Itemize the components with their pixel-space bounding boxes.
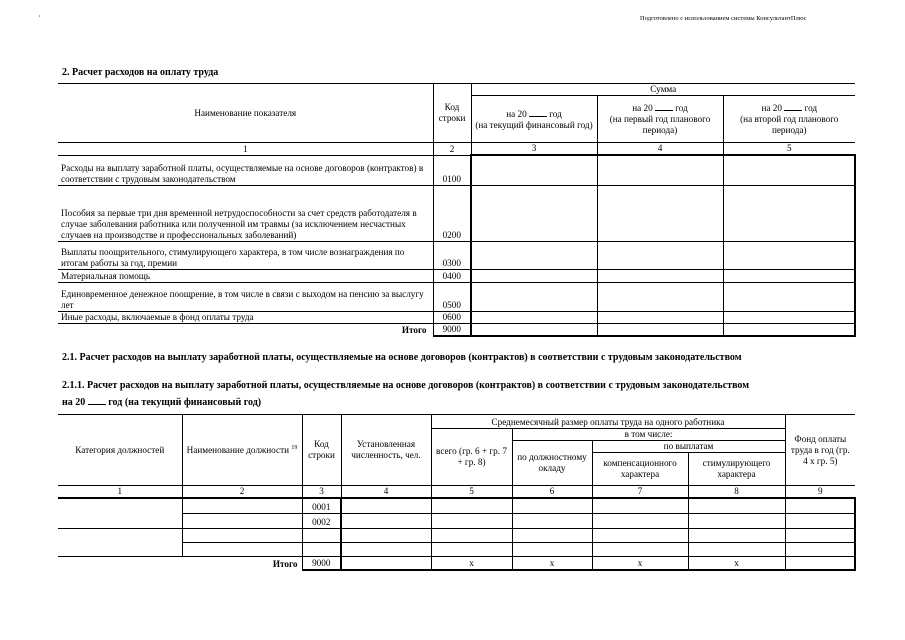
- value-cell[interactable]: [785, 513, 855, 528]
- value-cell[interactable]: [597, 311, 723, 323]
- corner-mark: ·: [38, 12, 41, 21]
- value-cell[interactable]: [688, 528, 785, 542]
- value-cell[interactable]: [341, 513, 431, 528]
- code-cell[interactable]: [302, 528, 341, 542]
- value-cell[interactable]: [431, 542, 512, 556]
- col-num: 5: [431, 486, 512, 499]
- value-cell[interactable]: [471, 311, 597, 323]
- col-num: 3: [302, 486, 341, 499]
- value-cell[interactable]: [512, 542, 592, 556]
- value-cell[interactable]: [723, 241, 855, 269]
- value-cell[interactable]: [471, 241, 597, 269]
- value-cell[interactable]: [597, 241, 723, 269]
- total-value-cell[interactable]: [785, 556, 855, 570]
- col-header-salary: по должностному окладу: [512, 441, 592, 486]
- section-2-1-1-title: 2.1.1. Расчет расходов на выплату заработной платы, осуществляемые на основе договоров (контрактов) в соответствии с трудовым законодательством: [62, 380, 750, 391]
- value-cell[interactable]: [592, 513, 688, 528]
- total-label: Итого: [401, 325, 427, 335]
- row-name: Материальная помощь: [58, 269, 433, 282]
- row-code: 0400: [433, 269, 471, 282]
- value-cell[interactable]: [341, 542, 431, 556]
- total-code: 9000: [433, 323, 471, 336]
- value-cell[interactable]: [592, 542, 688, 556]
- row-code: 0001: [302, 498, 341, 513]
- section-2-1-1-subtitle: на 20 год (на текущий финансовый год): [62, 397, 262, 408]
- value-cell[interactable]: [471, 185, 597, 241]
- value-cell[interactable]: [723, 185, 855, 241]
- col-num: 1: [58, 143, 433, 156]
- total-label: Итого: [272, 559, 298, 569]
- col-header-stimulus: стимулирующего характера: [688, 453, 785, 486]
- row-code: 0500: [433, 282, 471, 311]
- value-cell[interactable]: [688, 542, 785, 556]
- col-header-name: Наименование показателя: [58, 84, 433, 143]
- col-header-year-plan1: на 20 год (на первый год планового периода): [597, 96, 723, 143]
- position-cell[interactable]: [182, 528, 302, 542]
- col-header-code: Код строки: [433, 84, 471, 143]
- salary-calc-table: [58, 414, 856, 571]
- col-num: 2: [182, 486, 302, 499]
- position-cell[interactable]: [182, 513, 302, 528]
- total-code: 9000: [302, 556, 341, 570]
- col-header-code: Код строки: [302, 415, 341, 486]
- value-cell[interactable]: [512, 498, 592, 513]
- col-header-including: в том числе:: [512, 429, 785, 441]
- row-code: 0100: [433, 155, 471, 185]
- value-cell[interactable]: [431, 498, 512, 513]
- value-cell[interactable]: [471, 282, 597, 311]
- col-header-year-plan2: на 20 год (на второй год планового периода): [723, 96, 855, 143]
- col-header-total: всего (гр. 6 + гр. 7 + гр. 8): [431, 429, 512, 486]
- value-cell[interactable]: [723, 311, 855, 323]
- value-cell[interactable]: [341, 498, 431, 513]
- row-code: 0200: [433, 185, 471, 241]
- position-cell[interactable]: [182, 498, 302, 513]
- col-header-payments: по выплатам: [592, 441, 785, 453]
- total-value-cell[interactable]: [471, 323, 597, 336]
- col-header-compensation: компенсационного характера: [592, 453, 688, 486]
- value-cell[interactable]: [723, 282, 855, 311]
- value-cell[interactable]: [431, 513, 512, 528]
- blank: [58, 556, 182, 570]
- value-cell[interactable]: [597, 282, 723, 311]
- row-name: Иные расходы, включаемые в фонд оплаты труда: [58, 311, 433, 323]
- value-cell[interactable]: [592, 498, 688, 513]
- total-x: x: [592, 556, 688, 570]
- value-cell[interactable]: [785, 542, 855, 556]
- col-num: 5: [723, 143, 855, 156]
- value-cell[interactable]: [597, 155, 723, 185]
- col-num: 4: [341, 486, 431, 499]
- total-x: x: [688, 556, 785, 570]
- value-cell[interactable]: [785, 498, 855, 513]
- total-x: x: [431, 556, 512, 570]
- total-x: x: [512, 556, 592, 570]
- col-header-avg-pay: Среднемесячный размер оплаты труда на одного работника: [431, 415, 785, 429]
- value-cell[interactable]: [723, 155, 855, 185]
- col-header-position: Наименование должности $^{19}$: [182, 415, 302, 486]
- value-cell[interactable]: [592, 528, 688, 542]
- col-num: 7: [592, 486, 688, 499]
- value-cell[interactable]: [597, 269, 723, 282]
- col-header-sum: Сумма: [471, 84, 855, 96]
- col-num: 3: [471, 143, 597, 156]
- value-cell[interactable]: [688, 513, 785, 528]
- total-value-cell[interactable]: [723, 323, 855, 336]
- row-code: 0600: [433, 311, 471, 323]
- col-header-year-current: на 20 год (на текущий финансовый год): [471, 96, 597, 143]
- value-cell[interactable]: [597, 185, 723, 241]
- row-name: Единовременное денежное поощрение, в том числе в связи с выходом на пенсию за выслугу лет: [58, 282, 433, 311]
- value-cell[interactable]: [723, 269, 855, 282]
- col-num: 9: [785, 486, 855, 499]
- header-note: Подготовлено с использованием системы КонсультантПлюс: [640, 15, 807, 22]
- col-num: 4: [597, 143, 723, 156]
- value-cell[interactable]: [688, 498, 785, 513]
- total-value-cell[interactable]: [597, 323, 723, 336]
- row-name: Пособия за первые три дня временной нетрудоспособности за счет средств работодателя в случае заболевания работника или полученной им травмы (за исключением несчастных случаев на производстве и профессиональных заболеваний): [58, 185, 433, 241]
- value-cell[interactable]: [512, 513, 592, 528]
- value-cell[interactable]: [431, 528, 512, 542]
- row-name: Выплаты поощрительного, стимулирующего характера, в том числе вознаграждения по итогам работы за год, премии: [58, 241, 433, 269]
- category-cell[interactable]: [58, 528, 182, 556]
- col-num: 6: [512, 486, 592, 499]
- code-cell[interactable]: [302, 542, 341, 556]
- section-2-1-title: 2.1. Расчет расходов на выплату заработной платы, осуществляемые на основе договоров (контрактов) в соответствии с трудовым законодательством: [62, 352, 742, 363]
- col-num: 1: [58, 486, 182, 499]
- section-2-title: 2. Расчет расходов на оплату труда: [62, 67, 219, 78]
- row-code: 0002: [302, 513, 341, 528]
- position-cell[interactable]: [182, 542, 302, 556]
- col-num: 2: [433, 143, 471, 156]
- value-cell[interactable]: [341, 528, 431, 542]
- value-cell[interactable]: [471, 155, 597, 185]
- total-value-cell[interactable]: [341, 556, 431, 570]
- row-name: Расходы на выплату заработной платы, осуществляемые на основе договоров (контрактов) в соответствии с трудовым законодательством: [58, 155, 433, 185]
- col-header-fund: Фонд оплаты труда в год (гр. 4 х гр. 5): [785, 415, 855, 486]
- col-header-category: Категория должностей: [58, 415, 182, 486]
- value-cell[interactable]: [512, 528, 592, 542]
- category-cell[interactable]: [58, 498, 182, 528]
- wages-expense-table: [58, 83, 856, 337]
- value-cell[interactable]: [471, 269, 597, 282]
- col-header-headcount: Установленная численность, чел.: [341, 415, 431, 486]
- value-cell[interactable]: [785, 528, 855, 542]
- row-code: 0300: [433, 241, 471, 269]
- col-num: 8: [688, 486, 785, 499]
